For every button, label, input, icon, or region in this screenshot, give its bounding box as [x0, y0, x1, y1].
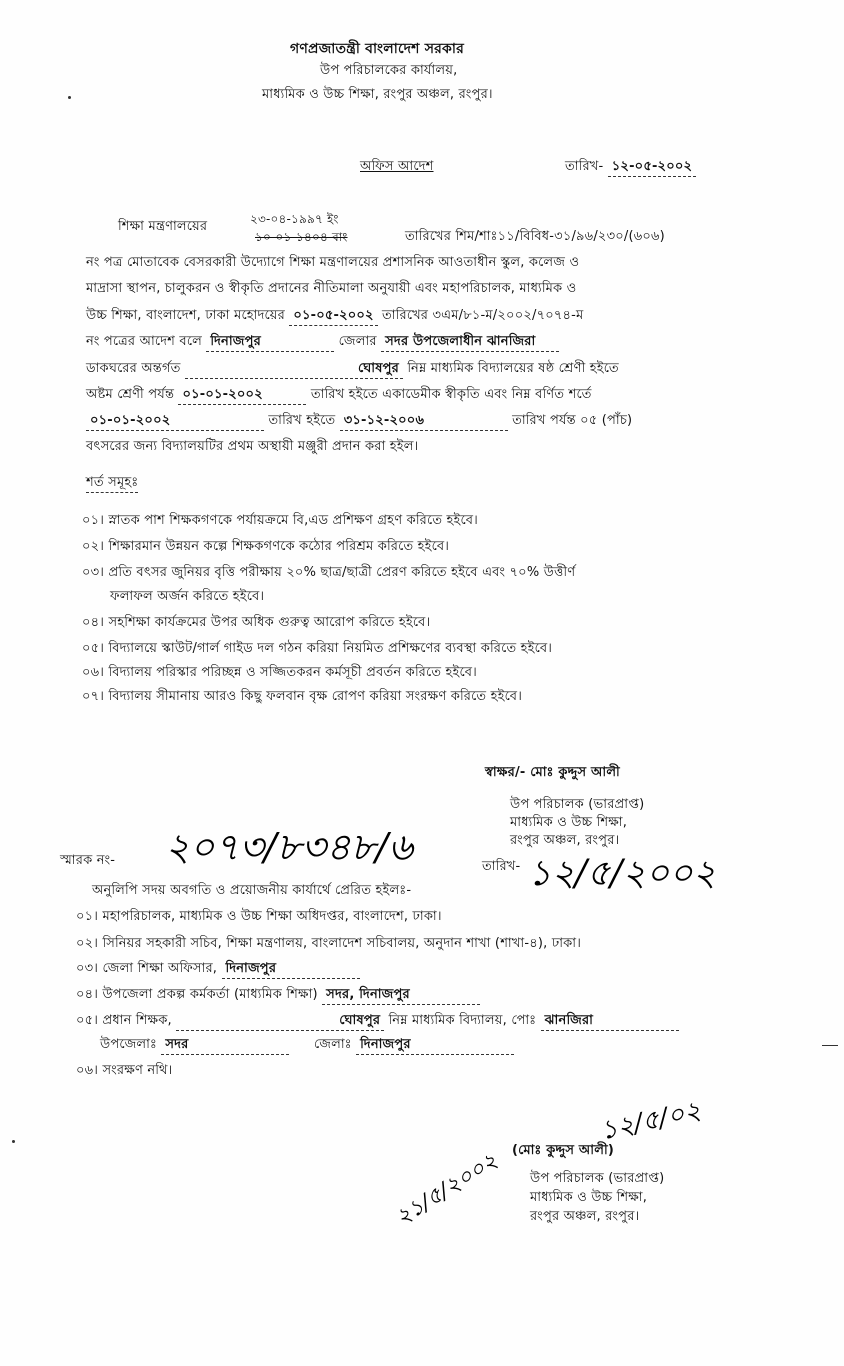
copy-5-upazila: সদর: [161, 1036, 289, 1055]
body-line-7b: তারিখ হইতে একাডেমীক স্বীকৃতি এবং নিম্ন বর্ণিত শর্তে: [310, 387, 592, 402]
condition-item: ০৬। বিদ্যালয় পরিস্কার পরিচ্ছন্ন ও সজ্জিতকরন কর্মসূচী প্রবর্তন করিতে হইবে।: [82, 665, 478, 680]
conditions-title: শর্ত সমূহঃ: [86, 474, 138, 493]
copy-4-upazila: সদর, দিনাজপুর: [322, 986, 480, 1005]
condition-item-continued: ফলাফল অর্জন করিতে হইবে।: [110, 589, 265, 604]
copy-5-district: দিনাজপুর: [356, 1036, 514, 1055]
order-date: ১২-০৫-২০০২: [608, 158, 696, 177]
copy-4-label: ০৪। উপজেলা প্রকল্প কর্মকর্তা (মাধ্যমিক শিক্ষা): [76, 987, 318, 1002]
copy-3-label: ০৩। জেলা শিক্ষা অফিসার,: [76, 961, 218, 976]
memo-date-bangla: ১০-০১-১৪০৪ বাং: [255, 230, 348, 244]
body-line-3: মাদ্রাসা স্থাপন, চালুকরন ও স্বীকৃতি প্রদানের নীতিমালা অনুযায়ী এবং মহাপরিচালক, মাধ্যমিক ও: [86, 281, 577, 296]
approval-end-date: ৩১-১২-২০০৬: [340, 412, 508, 431]
condition-item: ০৫। বিদ্যালয়ে স্কাউট/গার্ল গাইড দল গঠন করিয়া নিয়মিত প্রশিক্ষণের ব্যবস্থা করিতে হইবে।: [82, 641, 553, 656]
memo-number-handwritten: ২০৭৩/৮৩৪৮/৬: [165, 825, 413, 869]
body-line-7a: অষ্টম শ্রেণী পর্যন্ত: [86, 387, 175, 402]
upazila-field: সদর উপজেলাধীন ঝানজিরা: [381, 333, 559, 352]
condition-item: ০৩। প্রতি বৎসর জুনিয়র বৃত্তি পরীক্ষায় ২০% ছাত্র/ছাত্রী প্রেরণ করিতে হইবে এবং ৭০% উত্তীর্ণ: [82, 565, 576, 580]
body-line-8: [86, 412, 632, 431]
scan-speck: [68, 96, 71, 99]
office-department: মাধ্যমিক ও উচ্চ শিক্ষা, রংপুর অঞ্চল, রংপুর।: [262, 87, 493, 102]
copy-recipient: ০৬। সংরক্ষণ নথি।: [76, 1063, 173, 1078]
copy-3-district: দিনাজপুর: [222, 960, 360, 979]
recognition-date: ০১-০১-২০০২: [178, 386, 306, 405]
copy-recipient-5-location: [100, 1036, 514, 1055]
signed-by: স্বাক্ষর/- মোঃ কুদ্দুস আলী: [485, 765, 620, 780]
school-field: ঘোষপুর: [185, 360, 403, 379]
copy-recipient: ০২। সিনিয়র সহকারী সচিব, শিক্ষা মন্ত্রণালয়, বাংলাদেশ সচিবালয়, অনুদান শাখা (শাখা-৪), ঢাকা।: [76, 936, 582, 951]
order-date-label: তারিখ-: [565, 159, 604, 174]
body-line-1b: তারিখের শিম/শাঃ১১/বিবিধ-৩১/৯৬/২৩০/(৬০৬): [405, 229, 665, 244]
approval-start-date: ০১-০১-২০০২: [86, 412, 264, 431]
condition-item: ০২। শিক্ষারমান উন্নয়ন কল্পে শিক্ষকগণকে কঠোর পরিশ্রম করিতে হইবে।: [82, 539, 450, 554]
body-line-2: নং পত্র মোতাবেক বেসরকারী উদ্যোগে শিক্ষা মন্ত্রণালয়ের প্রশাসনিক আওতাধীন স্কুল, কলেজ ও: [86, 255, 580, 270]
scan-mark: [822, 1045, 838, 1046]
body-line-5b: জেলার: [338, 334, 377, 349]
body-line-4b: তারিখের ৩এম/৮১-ম/২০০২/৭০৭৪-ম: [382, 308, 584, 323]
condition-item: ০৭। বিদ্যালয় সীমানায় আরও কিছু ফলবান বৃক্ষ রোপণ করিয়া সংরক্ষণ করিতে হইবে।: [82, 689, 523, 704]
body-line-4a: উচ্চ শিক্ষা, বাংলাদেশ, ঢাকা মহোদয়ের: [86, 308, 285, 323]
copy-recipient-5: [76, 1012, 679, 1031]
body-line-6a: ডাকঘরের অন্তর্গত: [86, 361, 181, 376]
scan-speck: [12, 1140, 15, 1143]
body-line-8b: তারিখ পর্যন্ত ০৫ (পাঁচ): [512, 413, 633, 428]
copy-5-label: ০৫। প্রধান শিক্ষক,: [76, 1013, 172, 1028]
body-line-4: [86, 307, 583, 326]
condition-item: ০৪। সহশিক্ষা কার্যক্রমের উপর অধিক গুরুত্ব আরোপ করিতে হইবে।: [82, 615, 431, 630]
dg-letter-date: ০১-০৫-২০০২: [289, 307, 377, 326]
order-title: অফিস আদেশ: [360, 159, 434, 174]
body-line-8a: তারিখ হইতে: [268, 413, 336, 428]
condition-item: ০১। স্নাতক পাশ শিক্ষকগণকে পর্যায়ক্রমে বি,এড প্রশিক্ষণ গ্রহণ করিতে হইবে।: [82, 513, 478, 528]
signatory-2-department: মাধ্যমিক ও উচ্চ শিক্ষা,: [530, 1190, 648, 1205]
copy-5-upazila-label: উপজেলাঃ: [100, 1037, 157, 1052]
copy-5-district-label: জেলাঃ: [314, 1037, 352, 1052]
signatory-2-region: রংপুর অঞ্চল, রংপুর।: [530, 1209, 640, 1224]
body-line-6: [86, 360, 619, 379]
district-field: দিনাজপুর: [206, 333, 334, 352]
memo-date-label: তারিখ-: [482, 859, 521, 874]
signatory-region: রংপুর অঞ্চল, রংপুর।: [510, 833, 620, 848]
office-name: উপ পরিচালকের কার্যালয়,: [320, 63, 458, 78]
memo-number-label: স্মারক নং-: [60, 853, 116, 868]
government-name: গণপ্রজাতন্ত্রী বাংলাদেশ সরকার: [290, 41, 464, 57]
signatory-2-designation: উপ পরিচালক (ভারপ্রাপ্ত): [530, 1171, 665, 1186]
copy-recipient: ০১। মহাপরিচালক, মাধ্যমিক ও উচ্চ শিক্ষা অধিদপ্তর, বাংলাদেশ, ঢাকা।: [76, 909, 442, 924]
memo-date-english: ২৩-০৪-১৯৯৭ ইং: [250, 212, 339, 226]
body-line-6b: নিম্ন মাধ্যমিক বিদ্যালয়ের ষষ্ঠ শ্রেণী হইতে: [407, 361, 619, 376]
body-line-7: [86, 386, 592, 405]
copy-5-school: ঘোষপুর: [176, 1012, 384, 1031]
copy-intro: অনুলিপি সদয় অবগতি ও প্রয়োজনীয় কার্যার্থে প্রেরিত হইলঃ-: [92, 883, 412, 898]
signatory-name: (মোঃ কুদ্দুস আলী): [512, 1143, 614, 1158]
copy-recipient-3: [76, 960, 360, 979]
memo-date-handwritten: ১২/৫/২০০২: [528, 853, 717, 894]
signatory-designation: উপ পরিচালক (ভারপ্রাপ্ত): [510, 797, 645, 812]
initials-handwritten: ১২/৫/০২: [597, 1095, 704, 1147]
body-line-1a: শিক্ষা মন্ত্রণালয়ের: [118, 219, 208, 234]
body-line-5: [86, 333, 559, 352]
body-line-9: বৎসরের জন্য বিদ্যালয়টির প্রথম অস্থায়ী মঞ্জুরী প্রদান করা হইল।: [86, 439, 419, 454]
copy-5-middle: নিম্ন মাধ্যমিক বিদ্যালয়, পোঃ: [388, 1013, 537, 1028]
body-line-5a: নং পত্রের আদেশ বলে: [86, 334, 202, 349]
signatory-department: মাধ্যমিক ও উচ্চ শিক্ষা,: [510, 815, 628, 830]
order-date-row: [565, 158, 696, 177]
copy-5-post-office: ঝানজিরা: [541, 1012, 679, 1031]
handwritten-note: ২১/৫/২০০২: [391, 1148, 503, 1231]
copy-recipient-4: [76, 986, 480, 1005]
